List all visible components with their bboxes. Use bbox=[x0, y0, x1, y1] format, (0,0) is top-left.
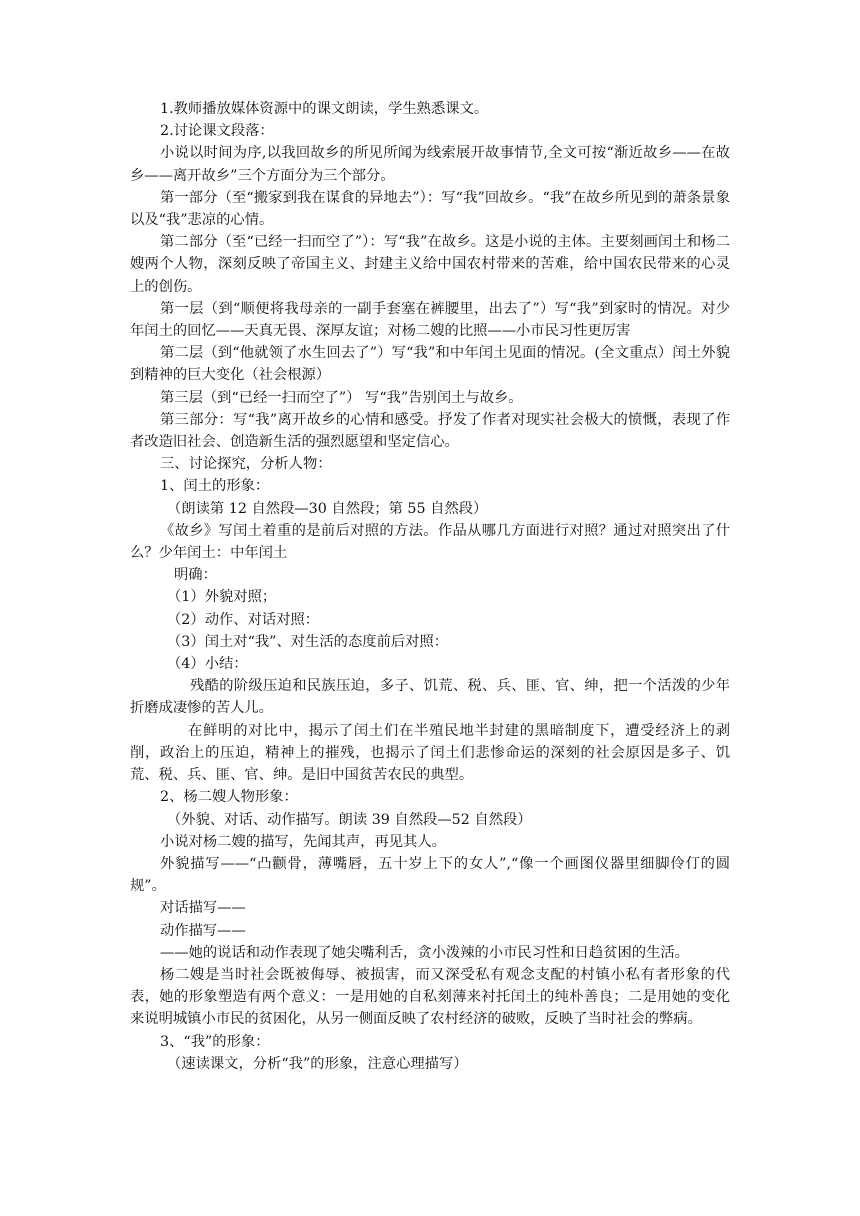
paragraph: 小说对杨二嫂的描写，先闻其声，再见其人。 bbox=[160, 833, 446, 850]
paragraph: ——她的说话和动作表现了她尖嘴利舌，贪小泼辣的小市民习性和日趋贫困的生活。 bbox=[160, 944, 689, 961]
paragraph: 第三部分：写“我”离开故乡的心情和感受。抒发了作者对现实社会极大的愤慨，表现了作者改造旧社会、创造新生活的强烈愿望和坚定信心。 bbox=[130, 411, 730, 451]
paragraph: 明确： bbox=[174, 567, 217, 584]
paragraph: 第一部分（至“搬家到我在谋食的异地去”）：写“我”回故乡。“我”在故乡所见到的萧条景象以及“我”悲凉的心情。 bbox=[130, 189, 730, 229]
subsection-heading: 2、杨二嫂人物形象： bbox=[160, 789, 298, 806]
paragraph: （朗读第 12 自然段—30 自然段；第 55 自然段） bbox=[167, 500, 488, 517]
paragraph: 2.讨论课文段落： bbox=[160, 123, 274, 140]
section-heading: 三、讨论探究，分析人物： bbox=[160, 456, 332, 473]
paragraph: （外貌、对话、动作描写。朗读 39 自然段—52 自然段） bbox=[167, 811, 532, 828]
paragraph: 第二部分（至“已经一扫而空了”）：写“我”在故乡。这是小说的主体。主要刻画闰土和杨二嫂两个人物，深刻反映了帝国主义、封建主义给中国农村带来的苦难，给中国农民带来的心灵上的创伤。 bbox=[130, 234, 730, 295]
paragraph: 外貌描写——“凸颧骨，薄嘴唇，五十岁上下的女人”,“像一个画图仪器里细脚伶仃的圆规”。 bbox=[130, 855, 730, 895]
paragraph: 残酷的阶级压迫和民族压迫，多子、饥荒、税、兵、匪、官、绅，把一个活泼的少年折磨成凄惨的苦人儿。 bbox=[130, 678, 730, 717]
list-item: （3）闰土对“我”、对生活的态度前后对照： bbox=[167, 633, 449, 650]
paragraph: 小说以时间为序,以我回故乡的所见所闻为线索展开故事情节,全文可按“渐近故乡——在故乡——离开故乡”三个方面分为三个部分。 bbox=[130, 145, 730, 184]
paragraph: 动作描写—— bbox=[160, 922, 246, 939]
subsection-heading: 1、闰土的形象： bbox=[160, 478, 270, 495]
paragraph: 第三层（到“已经一扫而空了”） 写“我”告别闰土与故乡。 bbox=[160, 389, 523, 406]
paragraph: 《故乡》写闰土着重的是前后对照的方法。作品从哪几方面进行对照？通过对照突出了什么？少年闰土：中年闰土 bbox=[130, 522, 730, 562]
paragraph: 对话描写—— bbox=[160, 900, 246, 917]
list-item: （1）外貌对照； bbox=[167, 589, 277, 606]
paragraph: （速读课文，分析“我”的形象，注意心理描写） bbox=[167, 1055, 468, 1072]
document-body bbox=[130, 98, 730, 1075]
paragraph: 1.教师播放媒体资源中的课文朗读，学生熟悉课文。 bbox=[160, 101, 489, 117]
list-item: （4）小结： bbox=[167, 656, 248, 673]
list-item: （2）动作、对话对照： bbox=[167, 611, 320, 628]
paragraph: 在鲜明的对比中，揭示了闰土们在半殖民地半封建的黑暗制度下，遭受经济上的剥削，政治上的压迫，精神上的摧残，也揭示了闰土们悲惨命运的深刻的社会原因是多子、饥荒、税、兵、匪、官、绅。是旧中国贫苦农民的典型。 bbox=[130, 722, 730, 784]
paragraph: 第一层（到“顺便将我母亲的一副手套塞在裤腰里，出去了”）写“我”到家时的情况。对少年闰土的回忆——天真无畏、深厚友谊；对杨二嫂的比照——小市民习性更厉害 bbox=[130, 300, 730, 340]
paragraph: 杨二嫂是当时社会既被侮辱、被损害，而又深受私有观念支配的村镇小私有者形象的代表，她的形象塑造有两个意义：一是用她的自私刻薄来衬托闰土的纯朴善良；二是用她的变化来说明城镇小市民的贫困化，从另一侧面反映了农村经济的破败，反映了当时社会的弊病。 bbox=[130, 966, 730, 1028]
subsection-heading: 3、“我”的形象： bbox=[160, 1033, 270, 1050]
paragraph: 第二层（到“他就领了水生回去了”）写“我”和中年闰土见面的情况。(全文重点）闰土外貌到精神的巨大变化（社会根源） bbox=[130, 345, 730, 384]
